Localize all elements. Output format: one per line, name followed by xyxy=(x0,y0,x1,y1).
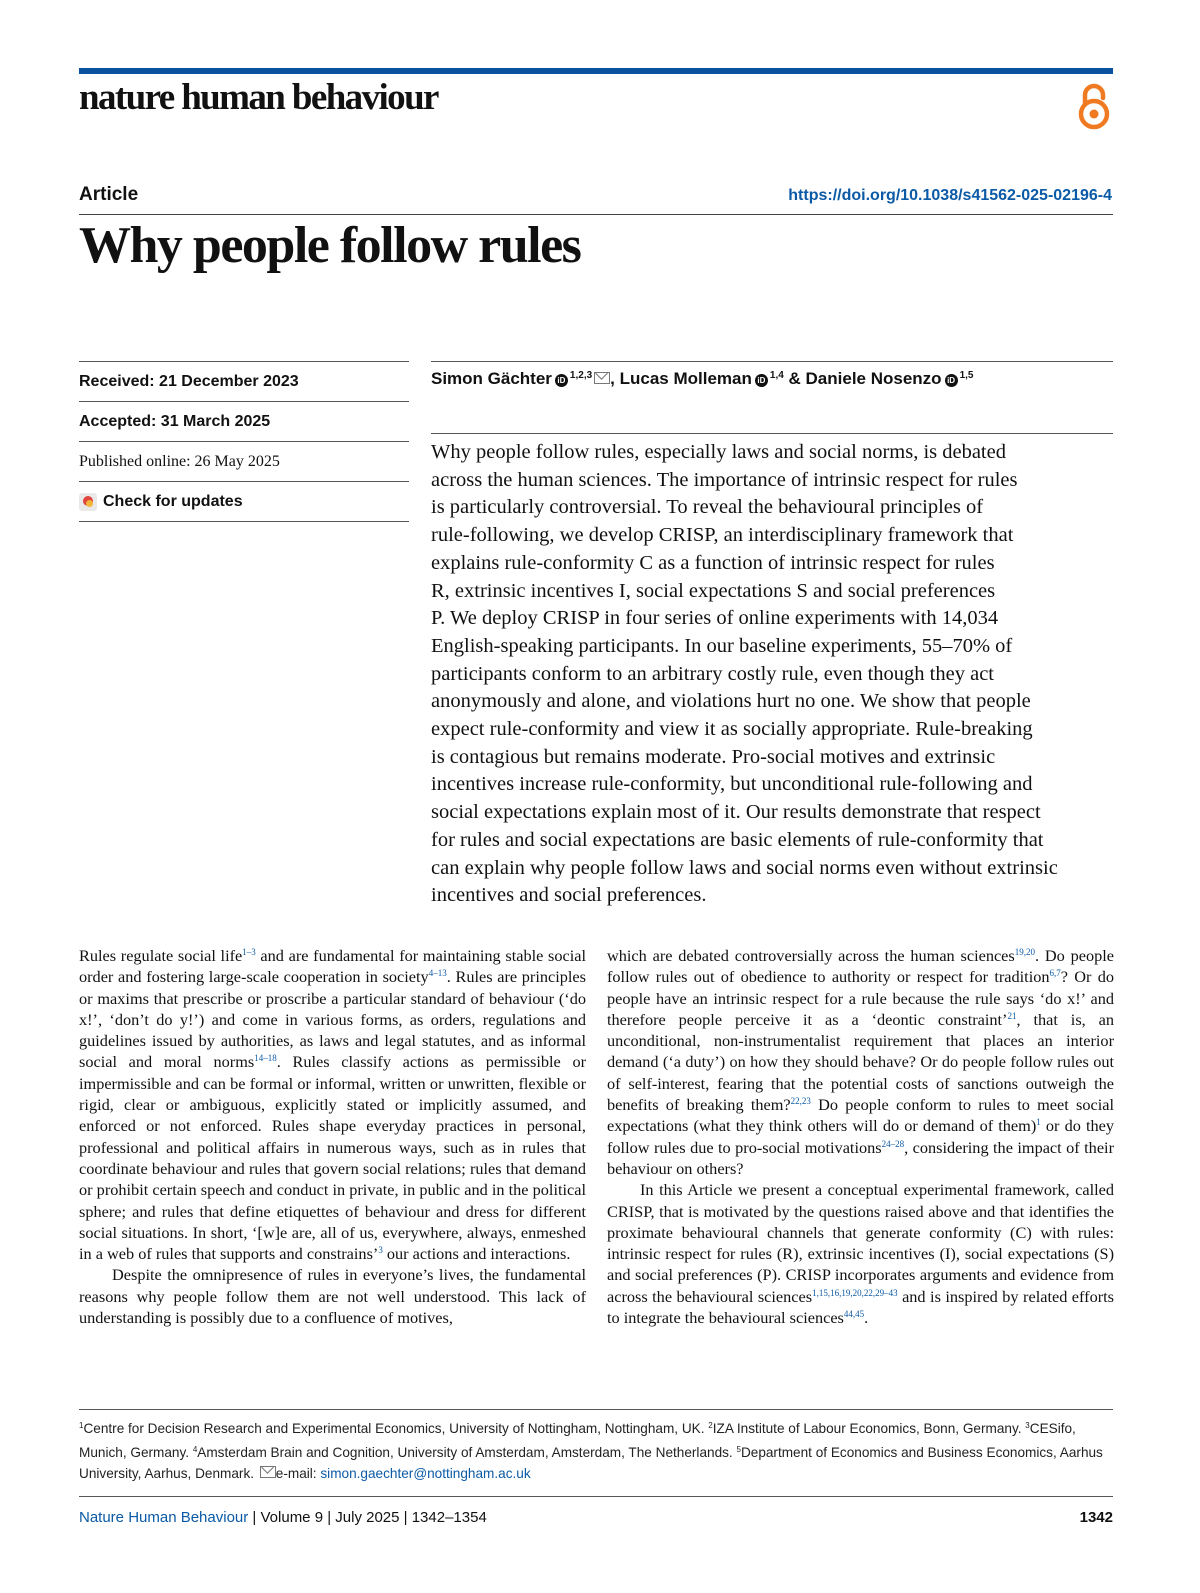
body-paragraph xyxy=(79,1264,586,1328)
abstract-line: participants conform to an arbitrary costly rule, even though they act xyxy=(431,662,994,685)
article-title: Why people follow rules xyxy=(79,217,581,274)
citation-link[interactable]: 19,20 xyxy=(1014,947,1035,957)
abstract-line: R, extrinsic incentives I, social expectations S and social preferences xyxy=(431,579,996,602)
accepted-date: Accepted: 31 March 2025 xyxy=(79,402,409,442)
authors-divider xyxy=(431,361,1113,362)
body-text: and are fundamental for maintaining stable social order and fostering large-scale cooperation in society xyxy=(79,946,586,987)
citation-link[interactable]: 21 xyxy=(1007,1010,1017,1021)
abstract-line: can explain why people follow laws and social norms even without extrinsic xyxy=(431,856,1058,879)
footer-journal-link[interactable]: Nature Human Behaviour xyxy=(79,1509,249,1526)
author-affiliation: 1,5 xyxy=(959,370,974,381)
citation-link[interactable]: 22,23 xyxy=(790,1096,811,1107)
author-affiliation: 1,2,3 xyxy=(569,370,593,381)
article-history xyxy=(79,361,409,522)
abstract-line: expect rule-conformity and view it as socially appropriate. Rule-breaking xyxy=(431,718,1033,741)
body-text: . Rules classify actions as permissible or impermissible and can be formal or informal, written or unwritten, flexible or rigid, clear or ambiguous, explicitly stated or implicitly assumed, and enforced or not enforced. Rules shape everyday practices in personal, professional and political affairs in numerous ways, such as in rules that coordinate behaviour and rules that govern social relations; rules that demand or prohibit certain speech and conduct in private, in public and in the political sphere; and rules that define etiquettes of behaviour and dress for different social situations. In short, ‘[w]e are, all of us, everywhere, always, enmeshed in a web of rules that supports and constrains’ xyxy=(79,1052,587,1264)
body-text: and is inspired by related efforts to integrate the behavioural sciences xyxy=(607,1286,1114,1328)
abstract xyxy=(431,439,1113,910)
envelope-icon[interactable] xyxy=(594,372,610,384)
body-paragraph xyxy=(79,945,586,1264)
journal-name: nature human behaviour xyxy=(79,77,438,118)
body-paragraph xyxy=(607,1179,1114,1328)
author-name[interactable]: Daniele Nosenzo xyxy=(805,369,942,388)
article-type: Article xyxy=(79,184,139,205)
citation-link[interactable]: 6,7 xyxy=(1049,968,1061,979)
abstract-line: social expectations explain most of it. Our results demonstrate that respect xyxy=(431,801,1041,824)
journal-header-bar xyxy=(79,68,1113,74)
check-for-updates-icon xyxy=(79,493,97,511)
body-text: or do they follow rules due to pro-social motivations xyxy=(607,1116,1115,1157)
body-column-right xyxy=(607,945,1114,1328)
abstract-line: is contagious but remains moderate. Pro-social motives and extrinsic xyxy=(431,745,996,768)
author-separator: & xyxy=(783,369,806,388)
citation-link[interactable]: 1–3 xyxy=(242,947,256,957)
footnote-divider xyxy=(79,1409,1113,1410)
body-text: , considering the impact of their behaviour on others? xyxy=(607,1137,1114,1178)
abstract-line: explains rule-conformity C as a function of intrinsic respect for rules xyxy=(431,551,995,574)
abstract-line: across the human sciences. The importance of intrinsic respect for rules xyxy=(431,468,1018,491)
body-column-left xyxy=(79,945,586,1328)
abstract-line: incentives increase rule-conformity, but unconditional rule-following and xyxy=(431,773,1033,796)
footer-divider xyxy=(79,1496,1113,1497)
abstract-line: P. We deploy CRISP in four series of online experiments with 14,034 xyxy=(431,607,999,630)
body-text: . Rules are principles or maxims that prescribe or proscribe a particular standard of behaviour (‘do x!’, ‘don’t do y!’) and come in various forms, as orders, regulations and guidelines issued by authorities, as laws and legal statutes, and as informal social and moral norms xyxy=(79,967,586,1072)
body-text: Rules regulate social life xyxy=(79,946,243,965)
check-updates-button[interactable]: Check for updates xyxy=(79,482,409,522)
body-paragraph xyxy=(607,945,1114,1179)
citation-link[interactable]: 1 xyxy=(1036,1117,1041,1128)
body-text: which are debated controversially across the human sciences xyxy=(607,946,1015,965)
affiliations-footnote: $^1$Centre for Decision Research and Experimental Economics, University of Nottingham, Nottingham, UK. $^2$IZA Institute of Labour Economics, Bonn, Germany. $^3$CESifo, Munich, Germany. $^4$Amsterdam Brain and Cognition, University of Amsterdam, Amsterdam, The Netherlands. $^5$Department of Economics and Business Economics, Aarhus University, Aarhus, Denmark. e-mail: simon.gaechter@nottingham.ac.uk xyxy=(79,1421,1103,1481)
citation-link[interactable]: 24–28 xyxy=(881,1138,905,1149)
body-text: . xyxy=(864,1308,869,1328)
citation-link[interactable]: 14–18 xyxy=(254,1053,277,1064)
abstract-line: rule-following, we develop CRISP, an interdisciplinary framework that xyxy=(431,524,1014,547)
body-text: Despite the omnipresence of rules in everyone’s lives, the fundamental reasons why people follow them are not well understood. This lack of understanding is possibly due to a confluence of motives, xyxy=(79,1265,586,1328)
author-name[interactable]: Lucas Molleman xyxy=(619,369,752,388)
published-date: Published online: 26 May 2025 xyxy=(79,442,409,482)
body-text: Do people conform to rules to meet social expectations (what they think others will do or demand of them) xyxy=(607,1095,1114,1136)
author-separator: , xyxy=(610,369,620,388)
citation-link[interactable]: 4–13 xyxy=(428,968,447,979)
doi-link[interactable]: https://doi.org/10.1038/s41562-025-02196-4 xyxy=(788,187,1112,204)
citation-footer: Nature Human Behaviour | Volume 9 | July 2025 | 1342–1354 xyxy=(79,1509,487,1526)
received-date: Received: 21 December 2023 xyxy=(79,362,409,402)
abstract-line: anonymously and alone, and violations hurt no one. We show that people xyxy=(431,690,1031,713)
abstract-divider xyxy=(431,433,1113,434)
author-affiliation: 1,4 xyxy=(769,370,784,381)
abstract-line: is particularly controversial. To reveal the behavioural principles of xyxy=(431,496,984,519)
author-name[interactable]: Simon Gächter xyxy=(431,369,552,388)
body-text: our actions and interactions. xyxy=(382,1244,571,1264)
body-text: . Do people follow rules out of obedience to authority or respect for tradition xyxy=(607,946,1114,987)
abstract-line: for rules and social expectations are basic elements of rule-conformity that xyxy=(431,828,1044,851)
body-text: ? Or do people have an intrinsic respect for a rule because the rule says ‘do x!’ and therefore people perceive it as a ‘deontic constraint’ xyxy=(607,967,1114,1029)
abstract-line: Why people follow rules, especially laws and social norms, is debated xyxy=(431,441,1006,463)
page-number: 1342 xyxy=(1079,1509,1113,1526)
citation-link[interactable]: 1,15,16,19,20,22,29–43 xyxy=(812,1287,898,1298)
open-access-lock-icon xyxy=(1076,82,1112,130)
orcid-icon[interactable]: iD xyxy=(555,374,568,387)
envelope-icon xyxy=(260,1466,276,1478)
body-text: , that is, an unconditional, non-instrumentalist requirement that places an interior demand (‘a duty’) on how they should behave? Or do people follow rules out of self-interest, fearing that the potential costs of sanctions outweigh the benefits of breaking them? xyxy=(607,1009,1115,1115)
abstract-line: English-speaking participants. In our baseline experiments, 55–70% of xyxy=(431,634,1013,657)
body-text: In this Article we present a conceptual experimental framework, called CRISP, that is motivated by the questions raised above and that identifies the proximate behavioural channels that generate conformity (C) with rules: intrinsic respect for rules (R), extrinsic incentives (I), social expectations (S) and social preferences (P). CRISP incorporates arguments and evidence from across the behavioural sciences xyxy=(607,1180,1114,1306)
abstract-line: incentives and social preferences. xyxy=(431,884,707,907)
orcid-icon[interactable]: iD xyxy=(945,374,958,387)
author-list xyxy=(431,369,973,389)
email-link[interactable]: simon.gaechter@nottingham.ac.uk xyxy=(320,1466,531,1481)
citation-link[interactable]: 44,45 xyxy=(843,1309,865,1320)
orcid-icon[interactable]: iD xyxy=(755,374,768,387)
citation-link[interactable]: 3 xyxy=(378,1245,383,1256)
title-divider xyxy=(79,214,1113,215)
